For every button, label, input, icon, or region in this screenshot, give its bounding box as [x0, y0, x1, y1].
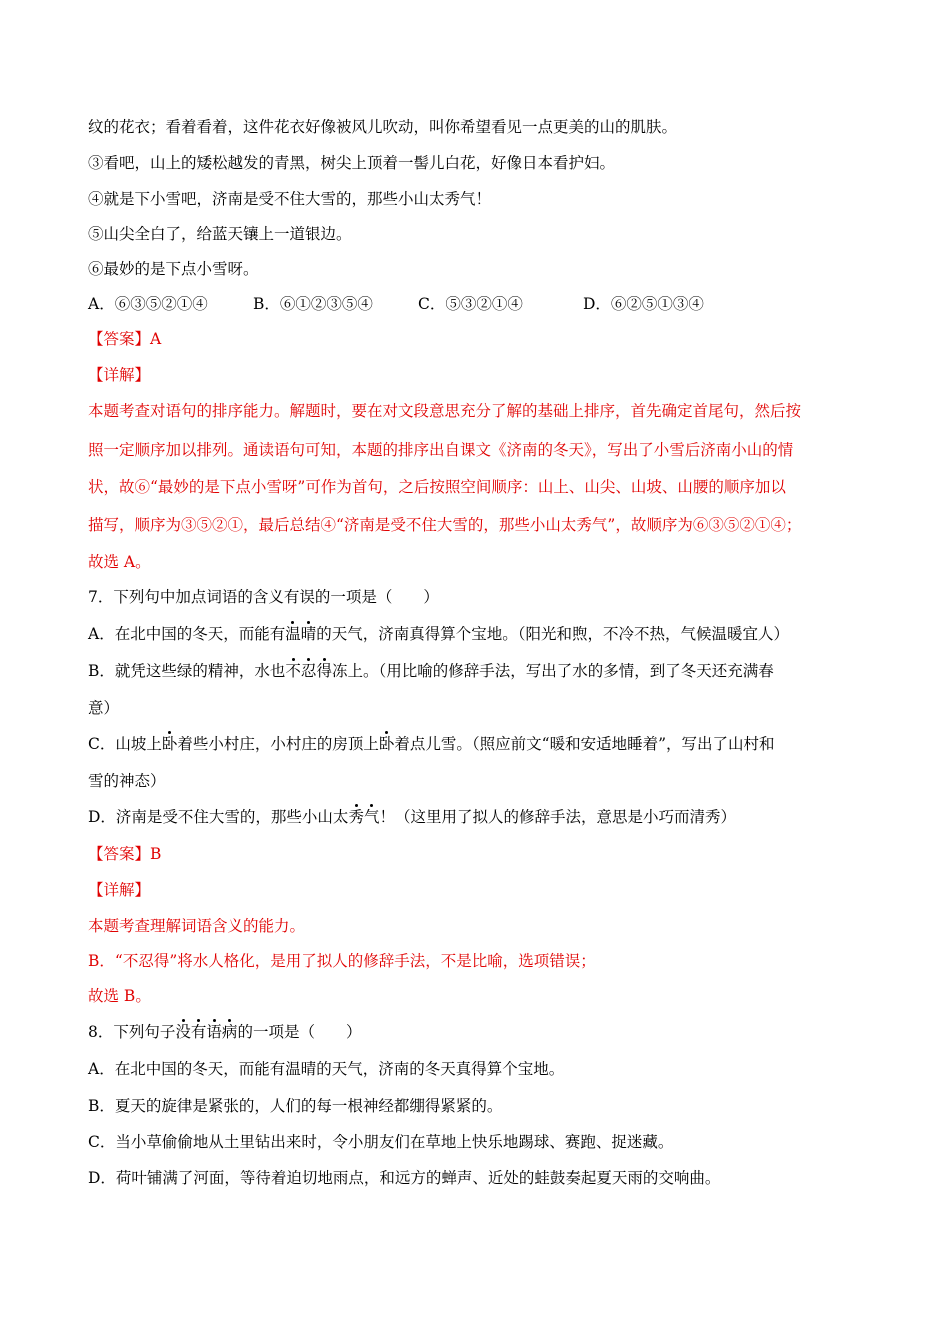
q6-explain-5: 故选 A。: [88, 553, 151, 571]
q8-option-a: A．在北中国的冬天，而能有温晴的天气，济南的冬天真得算个宝地。: [88, 1060, 565, 1078]
q8-stem-pre: 8．下列句子: [88, 1023, 176, 1041]
q7-d-text-post: ！（这里用了拟人的修辞手法，意思是小巧而清秀）: [379, 808, 736, 826]
q7-explain-2: B．“不忍得”将水人格化，是用了拟人的修辞手法，不是比喻，选项错误；: [88, 952, 596, 970]
q7-option-d: [88, 807, 880, 827]
q7-b-dotted-1: 不: [285, 662, 301, 680]
q8-stem: [88, 1022, 880, 1042]
q7-option-b-cont: 意）: [88, 699, 120, 717]
q7-option-c: [88, 734, 880, 754]
q7-a-dotted-2: 晴: [300, 625, 317, 643]
q6-option-b: B．⑥①②③⑤④: [253, 295, 373, 313]
q6-option-c: C．⑤③②①④: [418, 295, 523, 313]
q6-explain-4: 描写，顺序为③⑤②①，最后总结④“济南是受不住大雪的，那些小山太秀气”，故顺序为⑥③⑤②①④；: [88, 516, 802, 534]
q7-c-dotted-2: 卧: [378, 735, 395, 753]
q7-b-text-post: 冻上。（用比喻的修辞手法，写出了水的多情，到了冬天还充满春: [331, 662, 774, 680]
q7-detail-heading: 【详解】: [88, 881, 151, 899]
q7-a-dotted-1: 温: [285, 625, 301, 643]
q7-c-dotted-1: 卧: [161, 735, 178, 753]
q7-stem: 7．下列句中加点词语的含义有误的一项是（ ）: [88, 588, 439, 606]
q7-d-dotted-1: 秀: [348, 808, 364, 826]
q8-option-b: B．夏天的旋律是紧张的，人们的每一根神经都绷得紧紧的。: [88, 1097, 503, 1115]
q8-option-c: C．当小草偷偷地从土里钻出来时，令小朋友们在草地上快乐地踢球、赛跑、捉迷藏。: [88, 1133, 674, 1151]
q8-dotted-1: 没: [175, 1023, 191, 1041]
q6-explain-3: 状，故⑥“最妙的是下点小雪呀”可作为首句，之后按照空间顺序：山上、山尖、山坡、山腰的顺序加以: [88, 478, 786, 496]
q7-d-dotted-2: 气: [363, 808, 380, 826]
q6-option-d: D．⑥②⑤①③④: [583, 295, 704, 313]
q6-explain-1: 本题考查对语句的排序能力。解题时，要在对文段意思充分了解的基础上排序，首先确定首尾句，然后按: [88, 402, 802, 420]
q6-answer: 【答案】A: [88, 330, 162, 348]
q7-option-a: [88, 624, 880, 644]
q7-a-text-post: 的天气，济南真得算个宝地。（阳光和煦，不冷不热，气候温暖宜人）: [316, 625, 789, 643]
q6-detail-heading: 【详解】: [88, 366, 151, 384]
q7-c-text-post: 着点儿雪。（照应前文“暖和安适地睡着”，写出了山村和: [394, 735, 775, 753]
q8-stem-post: 的一项是（ ）: [237, 1023, 362, 1041]
passage-line-1: 纹的花衣；看着看着，这件花衣好像被风儿吹动，叫你希望看见一点更美的山的肌肤。: [88, 118, 678, 136]
q7-b-dotted-3: 得: [316, 662, 332, 680]
q7-d-text-pre: D．济南是受不住大雪的，那些小山太: [88, 808, 349, 826]
q8-dotted-4: 病: [221, 1023, 238, 1041]
sentence-6: ⑥最妙的是下点小雪呀。: [88, 260, 259, 278]
q6-explain-2: 照一定顺序加以排列。通读语句可知，本题的排序出自课文《济南的冬天》，写出了小雪后济南小山的情: [88, 441, 794, 459]
q7-explain-3: 故选 B。: [88, 987, 151, 1005]
q7-c-text-mid: 着些小村庄，小村庄的房顶上: [177, 735, 379, 753]
sentence-3: ③看吧，山上的矮松越发的青黑，树尖上顶着一髻儿白花，好像日本看护妇。: [88, 154, 616, 172]
q8-dotted-2: 有: [190, 1023, 207, 1041]
q7-explain-1: 本题考查理解词语含义的能力。: [88, 917, 306, 935]
q8-dotted-3: 语: [206, 1023, 222, 1041]
sentence-4: ④就是下小雪吧，济南是受不住大雪的，那些小山太秀气！: [88, 190, 492, 208]
sentence-5: ⑤山尖全白了，给蓝天镶上一道银边。: [88, 225, 352, 243]
q7-c-text-pre: C．山坡上: [88, 735, 162, 753]
q6-option-a: A．⑥③⑤②①④: [88, 295, 208, 313]
q8-option-d: D．荷叶铺满了河面，等待着迫切地雨点，和远方的蝉声、近处的蛙鼓奏起夏天雨的交响曲。: [88, 1169, 721, 1187]
q7-b-dotted-2: 忍: [300, 662, 317, 680]
q7-option-b: [88, 661, 880, 681]
q7-option-c-cont: 雪的神态）: [88, 772, 166, 790]
q7-a-text-pre: A．在北中国的冬天，而能有: [88, 625, 286, 643]
q7-answer: 【答案】B: [88, 845, 162, 863]
q7-b-text-pre: B．就凭这些绿的精神，水也: [88, 662, 286, 680]
